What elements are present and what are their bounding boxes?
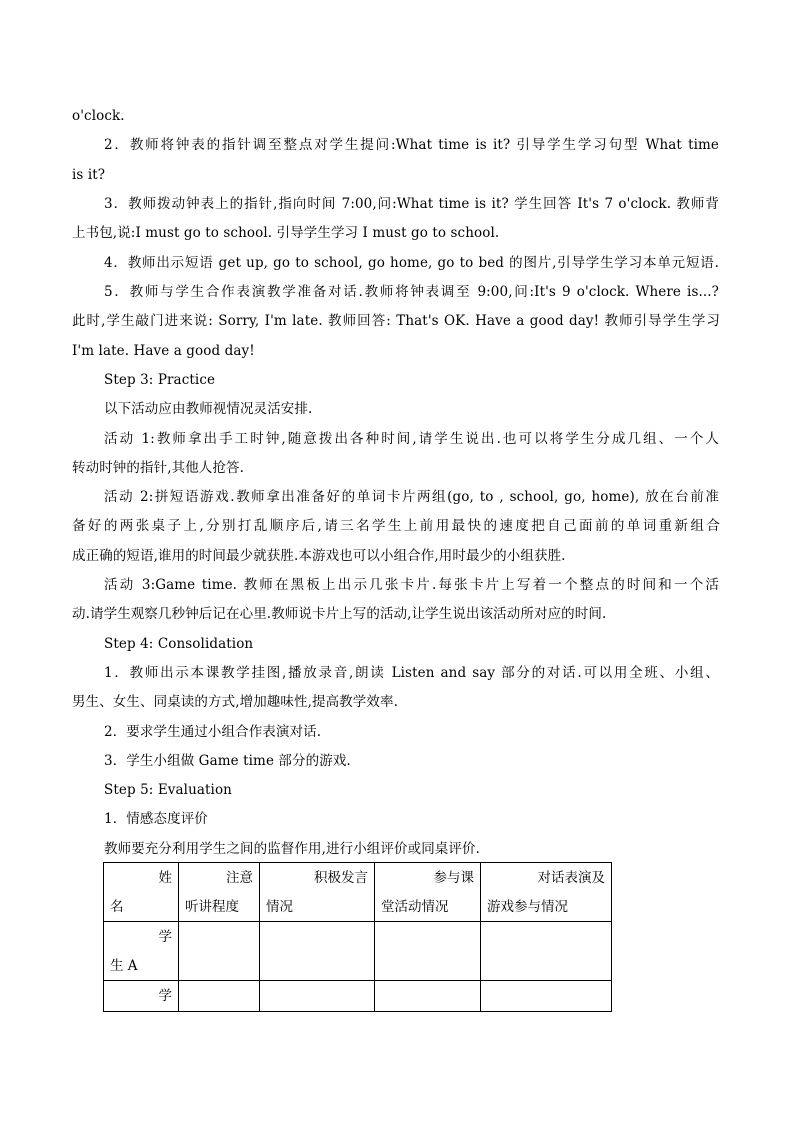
paragraph-line: 男生、女生、同桌读的方式,增加趣味性,提高教学效率.: [72, 694, 398, 710]
table-cell: [179, 922, 260, 981]
paragraph-line: 活动 3:Game time. 教师在黑板上出示几张卡片.每张卡片上写着一个整点的时间和一个活: [104, 577, 719, 593]
paragraph-line: 转动时钟的指针,其他人抢答.: [72, 460, 244, 476]
paragraph-line: 1．情感态度评价: [104, 811, 208, 827]
table-cell: [260, 981, 375, 1012]
paragraph-line: 1．教师出示本课教学挂图,播放录音,朗读 Listen and say 部分的对话.可以用全班、小组、: [104, 665, 719, 681]
paragraph-line: 5．教师与学生合作表演教学准备对话.教师将钟表调至 9:00,问:It's 9 o'clock. Where is...?: [104, 284, 719, 300]
table-row: [104, 922, 612, 981]
table-row: [104, 981, 612, 1012]
paragraph-line: 上书包,说:I must go to school. 引导学生学习 I must go to school.: [72, 225, 500, 241]
paragraph-line: 活动 1:教师拿出手工时钟,随意拨出各种时间,请学生说出.也可以将学生分成几组、一个人: [104, 431, 719, 447]
table-cell: [375, 981, 481, 1012]
paragraph-line: 2．教师将钟表的指针调至整点对学生提问:What time is it? 引导学生学习句型 What time: [104, 137, 719, 153]
paragraph-line: 活动 2:拼短语游戏.教师拿出准备好的单词卡片两组(go, to , school, go, home), 放在台前准: [104, 489, 719, 505]
paragraph-line: 成正确的短语,谁用的时间最少就获胜.本游戏也可以小组合作,用时最少的小组获胜.: [72, 548, 566, 564]
table-header-cell: 参与课 堂活动情况: [375, 863, 481, 922]
table-header-row: [104, 863, 612, 922]
table-cell: [481, 981, 612, 1012]
paragraph-line: o'clock.: [72, 108, 125, 124]
paragraph-line: 以下活动应由教师视情况灵活安排.: [104, 401, 313, 417]
evaluation-table: [103, 862, 612, 1012]
table-cell: [481, 922, 612, 981]
table-cell: [375, 922, 481, 981]
paragraph-line: 4．教师出示短语 get up, go to school, go home, go to bed 的图片,引导学生学习本单元短语.: [104, 255, 719, 271]
table-cell: [260, 922, 375, 981]
table-cell: 学: [104, 981, 179, 1012]
table-header-cell: 注意 听讲程度: [179, 863, 260, 922]
section-heading: Step 3: Practice: [104, 372, 216, 388]
paragraph-line: 备好的两张桌子上,分别打乱顺序后,请三名学生上前用最快的速度把自己面前的单词重新组合: [72, 518, 720, 534]
paragraph-line: 教师要充分利用学生之间的监督作用,进行小组评价或同桌评价.: [104, 841, 480, 857]
paragraph-line: I'm late. Have a good day!: [72, 343, 255, 359]
paragraph-line: is it?: [72, 167, 106, 183]
table-cell: 学 生 A: [104, 922, 179, 981]
paragraph-line: 3．学生小组做 Game time 部分的游戏.: [104, 753, 351, 769]
table-header-cell: 积极发言 情况: [260, 863, 375, 922]
paragraph-line: 动.请学生观察几秒钟后记在心里.教师说卡片上写的活动,让学生说出该活动所对应的时间.: [72, 606, 607, 622]
table-header-cell: 姓 名: [104, 863, 179, 922]
section-heading: Step 5: Evaluation: [104, 782, 232, 798]
paragraph-line: 2．要求学生通过小组合作表演对话.: [104, 724, 322, 740]
paragraph-line: 3．教师拨动钟表上的指针,指向时间 7:00,问:What time is it? 学生回答 It's 7 o'clock. 教师背: [104, 196, 719, 212]
table-header-cell: 对话表演及 游戏参与情况: [481, 863, 612, 922]
paragraph-line: 此时,学生敲门进来说: Sorry, I'm late. 教师回答: That's OK. Have a good day! 教师引导学生学习: [72, 313, 720, 329]
section-heading: Step 4: Consolidation: [104, 636, 254, 652]
table-cell: [179, 981, 260, 1012]
